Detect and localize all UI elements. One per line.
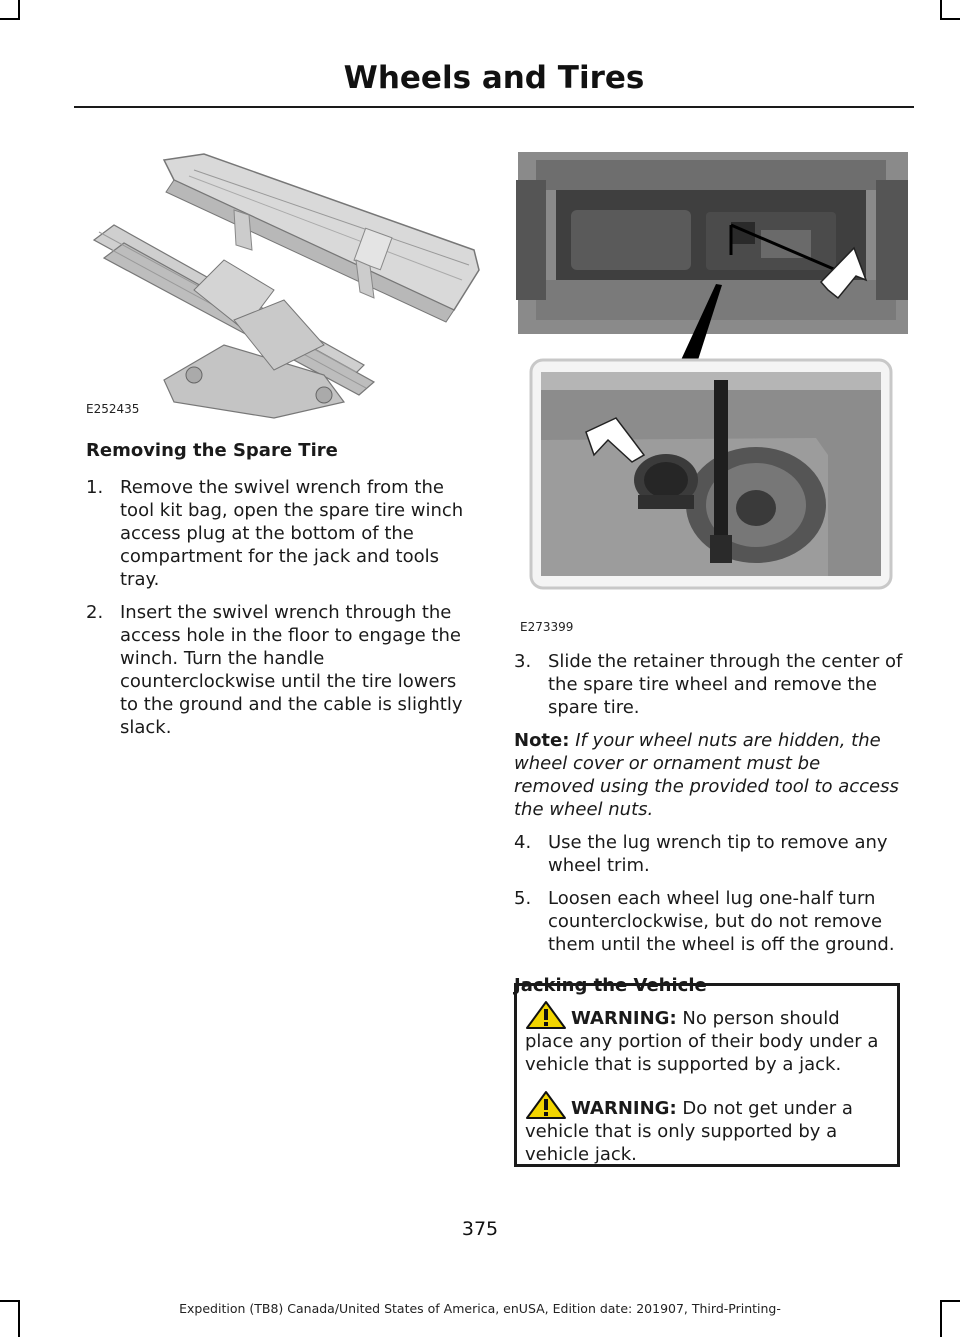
step-5-text: Loosen each wheel lug one-half turn counterclockwise, but do not remove them until the wheel is off the ground. xyxy=(548,888,895,955)
cargo-winch-illustration xyxy=(516,150,912,636)
step-4-number: 4. xyxy=(514,832,532,853)
step-5 xyxy=(514,887,906,956)
warning-box xyxy=(514,983,900,1167)
section-heading-removing-spare: Removing the Spare Tire xyxy=(86,440,338,461)
cargo-winch-figure xyxy=(516,150,912,636)
warning-triangle-icon xyxy=(525,1000,567,1030)
header-rule xyxy=(74,106,914,108)
warning-triangle-icon xyxy=(525,1090,567,1120)
step-2-text: Insert the swivel wrench through the access hole in the floor to engage the winch. Turn the handle counterclockwise until the tire lowers to the ground and the cable is slightly slack. xyxy=(120,602,463,738)
note xyxy=(514,729,906,821)
step-1 xyxy=(86,476,471,591)
section-heading-jacking: Jacking the Vehicle xyxy=(514,975,707,996)
step-1-text: Remove the swivel wrench from the tool kit bag, open the spare tire winch access plug at the bottom of the compartment for the jack and tools tray. xyxy=(120,477,464,590)
jack-tools-illustration xyxy=(74,140,480,420)
crop-mark-top-left-vertical xyxy=(18,0,20,18)
note-label: Note: xyxy=(514,730,570,751)
warning-2-label: WARNING: xyxy=(571,1098,677,1119)
crop-mark-top-right-vertical xyxy=(940,0,942,18)
warning-2 xyxy=(525,1090,891,1166)
left-column xyxy=(86,439,471,739)
crop-mark-top-right-horizontal xyxy=(940,18,960,20)
right-column xyxy=(514,650,906,997)
page-number: 375 xyxy=(461,1218,499,1240)
footer-edition: Expedition (TB8) Canada/United States of America, enUSA, Edition date: 201907, Third-Printing- xyxy=(179,1301,781,1316)
page-title: Wheels and Tires xyxy=(343,60,645,96)
warning-1-text: No person should place any portion of their body under a vehicle that is supported by a jack. xyxy=(525,1008,879,1075)
step-3-number: 3. xyxy=(514,651,532,672)
warning-1-label: WARNING: xyxy=(571,1008,677,1029)
warning-1 xyxy=(525,1000,891,1076)
step-4-text: Use the lug wrench tip to remove any wheel trim. xyxy=(548,832,888,876)
crop-mark-top-left-horizontal xyxy=(0,18,20,20)
figure-id-cargo: E273399 xyxy=(520,620,574,634)
figure-id-jack: E252435 xyxy=(86,402,140,416)
step-3 xyxy=(514,650,906,719)
step-4 xyxy=(514,831,906,877)
warning-2-text: Do not get under a vehicle that is only supported by a vehicle jack. xyxy=(525,1098,853,1165)
step-1-number: 1. xyxy=(86,477,104,498)
note-text: If your wheel nuts are hidden, the wheel cover or ornament must be removed using the provided tool to access the wheel nuts. xyxy=(514,730,899,820)
step-2-number: 2. xyxy=(86,602,104,623)
jack-tools-figure xyxy=(74,140,480,420)
step-2 xyxy=(86,601,471,739)
step-3-text: Slide the retainer through the center of the spare tire wheel and remove the spare tire. xyxy=(548,651,903,718)
step-5-number: 5. xyxy=(514,888,532,909)
